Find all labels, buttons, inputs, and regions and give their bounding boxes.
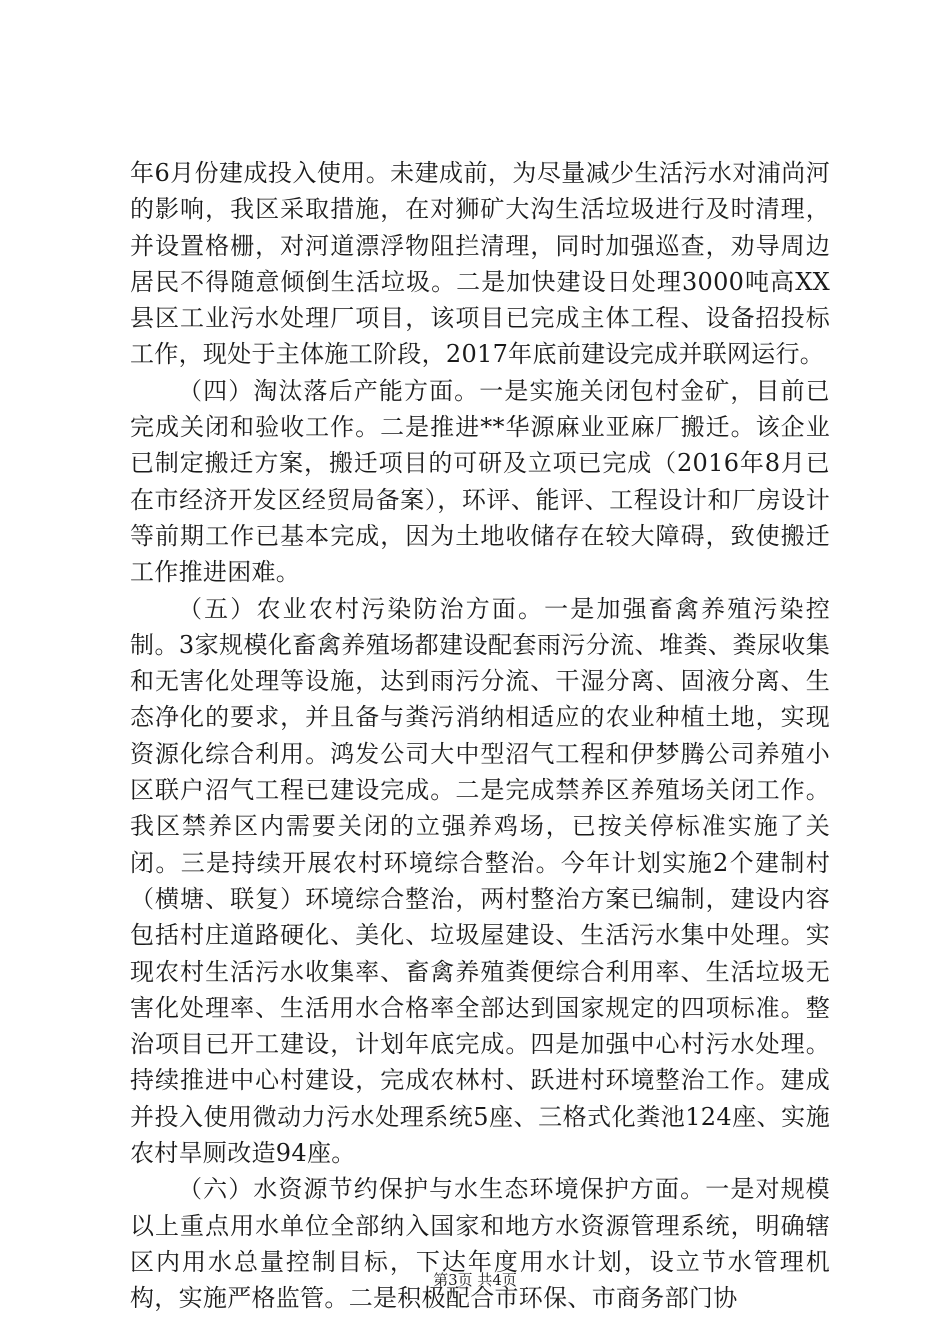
paragraph-continuation: 年6月份建成投入使用。未建成前，为尽量减少生活污水对浦尚河的影响，我区采取措施，在对狮矿大沟生活垃圾进行及时清理，并设置格栅，对河道漂浮物阻拦清理，同时加强巡查，劝导周边居民不得随意倾倒生活垃圾。二是加快建设日处理3000吨高XX县区工业污水处理厂项目，该项目已完成主体工程、设备招投标工作，现处于主体施工阶段，2017年底前建设完成并联网运行。 [130, 159, 830, 369]
paragraph-section-6: （六）水资源节约保护与水生态环境保护方面。一是对规模以上重点用水单位全部纳入国家和地方水资源管理系统，明确辖区内用水总量控制目标，下达年度用水计划，设立节水管理机构，实施严格监管。二是积极配合市环保、市商务部门协 [130, 1175, 830, 1313]
paragraph-section-4: （四）淘汰落后产能方面。一是实施关闭包村金矿，目前已完成关闭和验收工作。二是推进**华源麻业亚麻厂搬迁。该企业已制定搬迁方案，搬迁项目的可研及立项已完成（2016年8月已在市经济开发区经贸局备案），环评、能评、工程设计和厂房设计等前期工作已基本完成，因为土地收储存在较大障碍，致使搬迁工作推进困难。 [130, 376, 830, 587]
document-body [130, 155, 830, 1317]
page-number-footer: 第3页 共4页 [433, 1271, 517, 1289]
paragraph-section-5: （五）农业农村污染防治方面。一是加强畜禽养殖污染控制。3家规模化畜禽养殖场都建设配套雨污分流、堆粪、粪尿收集和无害化处理等设施，达到雨污分流、干湿分离、固液分离、生态净化的要求，并且备与粪污消纳相适应的农业种植土地，实现资源化综合利用。鸿发公司大中型沼气工程和伊梦腾公司养殖小区联户沼气工程已建设完成。二是完成禁养区养殖场关闭工作。我区禁养区内需要关闭的立强养鸡场，已按关停标准实施了关闭。三是持续开展农村环境综合整治。今年计划实施2个建制村（横塘、联复）环境综合整治，两村整治方案已编制，建设内容包括村庄道路硬化、美化、垃圾屋建设、生活污水集中处理。实现农村生活污水收集率、畜禽养殖粪便综合利用率、生活垃圾无害化处理率、生活用水合格率全部达到国家规定的四项标准。整治项目已开工建设，计划年底完成。四是加强中心村污水处理。持续推进中心村建设，完成农林村、跃进村环境整治工作。建成并投入使用微动力污水处理系统5座、三格式化粪池124座、实施农村旱厕改造94座。 [130, 594, 830, 1168]
